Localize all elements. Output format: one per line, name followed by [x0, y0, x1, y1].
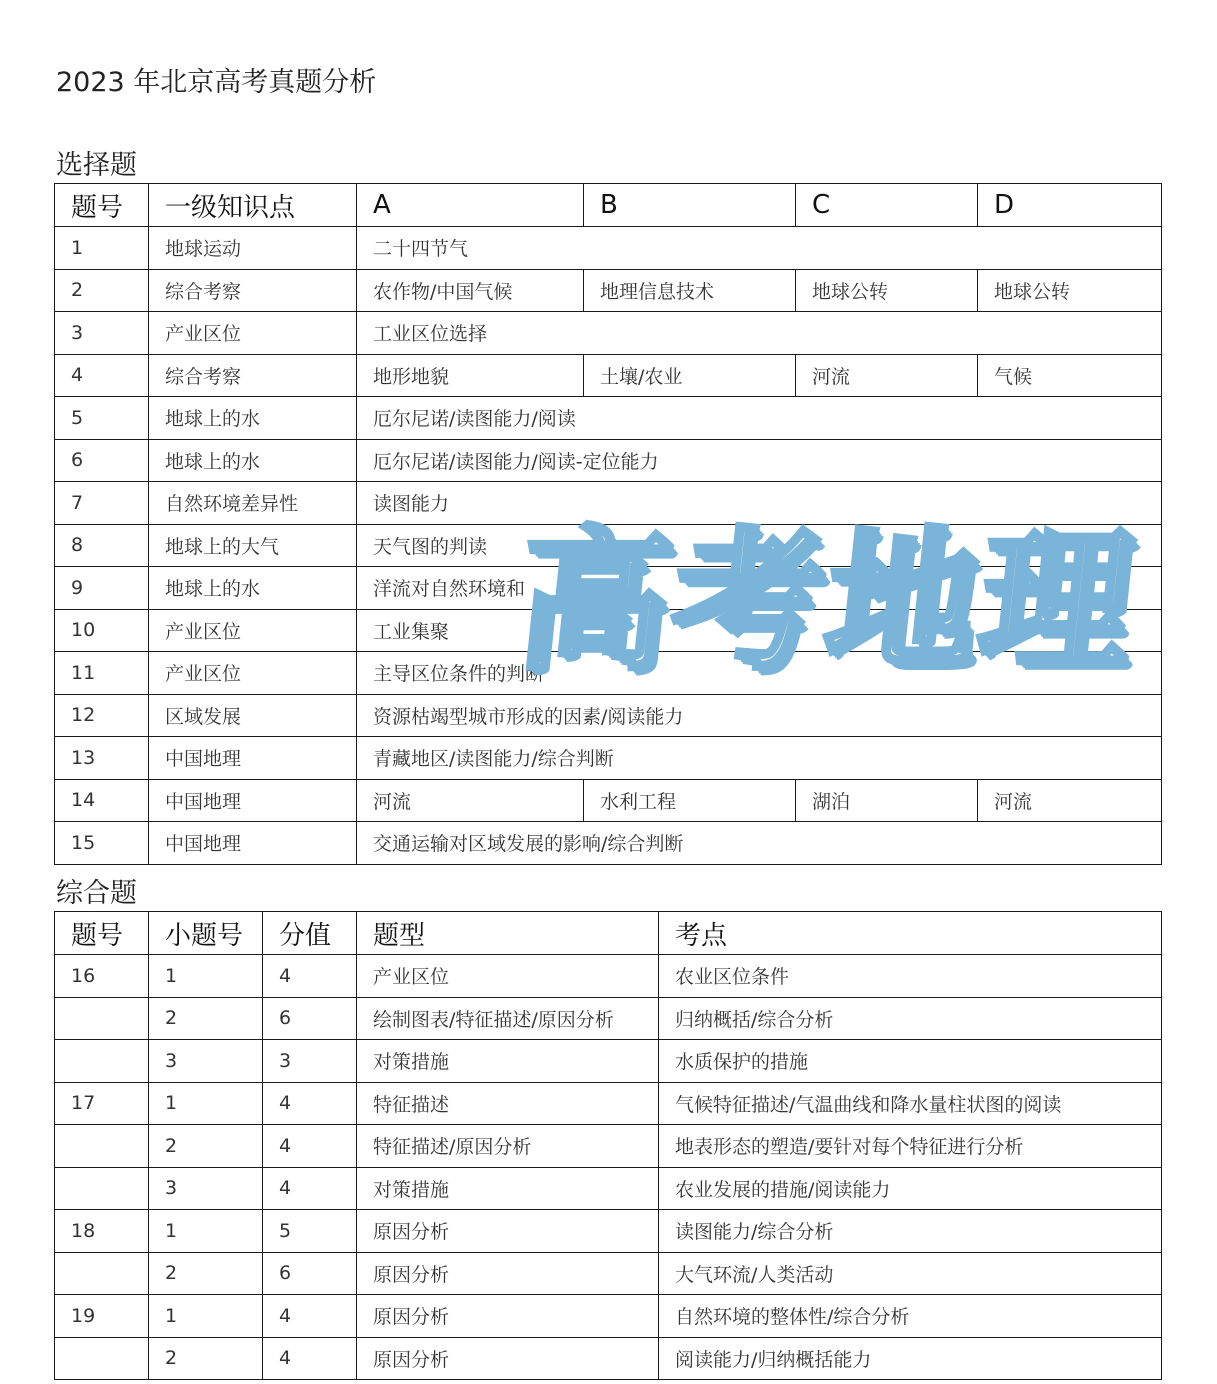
header-option-d: D [978, 184, 1162, 227]
table-row [55, 1040, 1162, 1083]
question-type: 特征描述/原因分析 [357, 1125, 659, 1168]
question-number [55, 1167, 149, 1210]
table-row [55, 997, 1162, 1040]
score: 4 [263, 1167, 357, 1210]
question-number: 7 [55, 482, 149, 525]
table-row [55, 1167, 1162, 1210]
question-number: 1 [55, 227, 149, 270]
question-type: 原因分析 [357, 1252, 659, 1295]
table-row [55, 1252, 1162, 1295]
option-a: 河流 [357, 779, 584, 822]
sub-question-number: 3 [149, 1167, 263, 1210]
option-b: 地理信息技术 [584, 269, 796, 312]
sub-question-number: 1 [149, 1210, 263, 1253]
option-d: 地球公转 [978, 269, 1162, 312]
question-number [55, 1040, 149, 1083]
merged-options: 天气图的判读 [357, 524, 1162, 567]
merged-options: 青藏地区/读图能力/综合判断 [357, 737, 1162, 780]
option-a: 农作物/中国气候 [357, 269, 584, 312]
sub-question-number: 3 [149, 1040, 263, 1083]
knowledge-point: 产业区位 [149, 312, 357, 355]
table-row [55, 1125, 1162, 1168]
test-point: 农业发展的措施/阅读能力 [659, 1167, 1162, 1210]
sub-question-number: 2 [149, 1252, 263, 1295]
knowledge-point: 自然环境差异性 [149, 482, 357, 525]
question-type: 绘制图表/特征描述/原因分析 [357, 997, 659, 1040]
question-type: 对策措施 [357, 1040, 659, 1083]
option-a: 地形地貌 [357, 354, 584, 397]
merged-options: 主导区位条件的判断 [357, 652, 1162, 695]
table-row [55, 694, 1162, 737]
header-option-a: A [357, 184, 584, 227]
test-point: 水质保护的措施 [659, 1040, 1162, 1083]
sub-question-number: 1 [149, 1082, 263, 1125]
merged-options: 工业区位选择 [357, 312, 1162, 355]
merged-options: 洋流对自然环境和 [357, 567, 1162, 610]
table-row [55, 397, 1162, 440]
merged-options: 读图能力 [357, 482, 1162, 525]
table-row [55, 482, 1162, 525]
score: 4 [263, 955, 357, 998]
knowledge-point: 中国地理 [149, 779, 357, 822]
header-number: 题号 [55, 912, 149, 955]
question-number: 19 [55, 1295, 149, 1338]
question-number: 14 [55, 779, 149, 822]
merged-options: 交通运输对区域发展的影响/综合判断 [357, 822, 1162, 865]
question-number [55, 1252, 149, 1295]
test-point: 大气环流/人类活动 [659, 1252, 1162, 1295]
multiple-choice-table [54, 183, 1162, 865]
table-row [55, 1295, 1162, 1338]
table-header-row [55, 184, 1162, 227]
header-option-c: C [796, 184, 978, 227]
header-knowledge-point: 一级知识点 [149, 184, 357, 227]
question-type: 特征描述 [357, 1082, 659, 1125]
question-number: 15 [55, 822, 149, 865]
question-number: 8 [55, 524, 149, 567]
header-test-point: 考点 [659, 912, 1162, 955]
knowledge-point: 地球上的大气 [149, 524, 357, 567]
knowledge-point: 综合考察 [149, 354, 357, 397]
question-number [55, 997, 149, 1040]
header-option-b: B [584, 184, 796, 227]
option-d: 河流 [978, 779, 1162, 822]
sub-question-number: 1 [149, 1295, 263, 1338]
sub-question-number: 2 [149, 997, 263, 1040]
sub-question-number: 2 [149, 1337, 263, 1380]
score: 4 [263, 1295, 357, 1338]
test-point: 阅读能力/归纳概括能力 [659, 1337, 1162, 1380]
question-number [55, 1125, 149, 1168]
question-type: 原因分析 [357, 1295, 659, 1338]
multiple-choice-section-title: 选择题 [56, 150, 137, 181]
header-number: 题号 [55, 184, 149, 227]
test-point: 气候特征描述/气温曲线和降水量柱状图的阅读 [659, 1082, 1162, 1125]
option-b: 水利工程 [584, 779, 796, 822]
table-row [55, 955, 1162, 998]
header-score: 分值 [263, 912, 357, 955]
knowledge-point: 中国地理 [149, 822, 357, 865]
question-number: 18 [55, 1210, 149, 1253]
test-point: 地表形态的塑造/要针对每个特征进行分析 [659, 1125, 1162, 1168]
sub-question-number: 1 [149, 955, 263, 998]
knowledge-point: 区域发展 [149, 694, 357, 737]
document-title: 2023 年北京高考真题分析 [56, 67, 377, 98]
question-type: 对策措施 [357, 1167, 659, 1210]
score: 3 [263, 1040, 357, 1083]
question-number: 17 [55, 1082, 149, 1125]
test-point: 归纳概括/综合分析 [659, 997, 1162, 1040]
header-sub-number: 小题号 [149, 912, 263, 955]
knowledge-point: 综合考察 [149, 269, 357, 312]
question-number: 4 [55, 354, 149, 397]
question-number: 12 [55, 694, 149, 737]
knowledge-point: 地球上的水 [149, 567, 357, 610]
table-row [55, 312, 1162, 355]
option-c: 地球公转 [796, 269, 978, 312]
table-row [55, 227, 1162, 270]
table-row [55, 1082, 1162, 1125]
option-d: 气候 [978, 354, 1162, 397]
question-number: 11 [55, 652, 149, 695]
test-point: 读图能力/综合分析 [659, 1210, 1162, 1253]
table-row [55, 354, 1162, 397]
score: 6 [263, 997, 357, 1040]
merged-options: 二十四节气 [357, 227, 1162, 270]
question-number: 16 [55, 955, 149, 998]
table-row [55, 779, 1162, 822]
score: 4 [263, 1125, 357, 1168]
table-row [55, 269, 1162, 312]
merged-options: 工业集聚 [357, 609, 1162, 652]
knowledge-point: 地球上的水 [149, 439, 357, 482]
table-row [55, 609, 1162, 652]
test-point: 自然环境的整体性/综合分析 [659, 1295, 1162, 1338]
merged-options: 资源枯竭型城市形成的因素/阅读能力 [357, 694, 1162, 737]
score: 4 [263, 1337, 357, 1380]
knowledge-point: 地球上的水 [149, 397, 357, 440]
option-c: 河流 [796, 354, 978, 397]
comprehensive-table [54, 911, 1162, 1380]
score: 6 [263, 1252, 357, 1295]
merged-options: 厄尔尼诺/读图能力/阅读 [357, 397, 1162, 440]
question-number: 13 [55, 737, 149, 780]
merged-options: 厄尔尼诺/读图能力/阅读-定位能力 [357, 439, 1162, 482]
option-b: 土壤/农业 [584, 354, 796, 397]
score: 5 [263, 1210, 357, 1253]
comprehensive-section-title: 综合题 [56, 878, 137, 909]
knowledge-point: 中国地理 [149, 737, 357, 780]
question-number: 10 [55, 609, 149, 652]
test-point: 农业区位条件 [659, 955, 1162, 998]
question-number: 5 [55, 397, 149, 440]
table-row [55, 737, 1162, 780]
option-c: 湖泊 [796, 779, 978, 822]
table-row [55, 822, 1162, 865]
question-number [55, 1337, 149, 1380]
knowledge-point: 地球运动 [149, 227, 357, 270]
header-question-type: 题型 [357, 912, 659, 955]
table-row [55, 524, 1162, 567]
question-number: 2 [55, 269, 149, 312]
question-type: 原因分析 [357, 1337, 659, 1380]
score: 4 [263, 1082, 357, 1125]
question-number: 6 [55, 439, 149, 482]
knowledge-point: 产业区位 [149, 609, 357, 652]
table-row [55, 567, 1162, 610]
table-row [55, 439, 1162, 482]
sub-question-number: 2 [149, 1125, 263, 1168]
question-number: 9 [55, 567, 149, 610]
table-row [55, 1337, 1162, 1380]
question-type: 产业区位 [357, 955, 659, 998]
table-row [55, 652, 1162, 695]
table-header-row [55, 912, 1162, 955]
question-type: 原因分析 [357, 1210, 659, 1253]
question-number: 3 [55, 312, 149, 355]
watermark-logo: 高考地理 [509, 513, 1144, 690]
knowledge-point: 产业区位 [149, 652, 357, 695]
table-row [55, 1210, 1162, 1253]
